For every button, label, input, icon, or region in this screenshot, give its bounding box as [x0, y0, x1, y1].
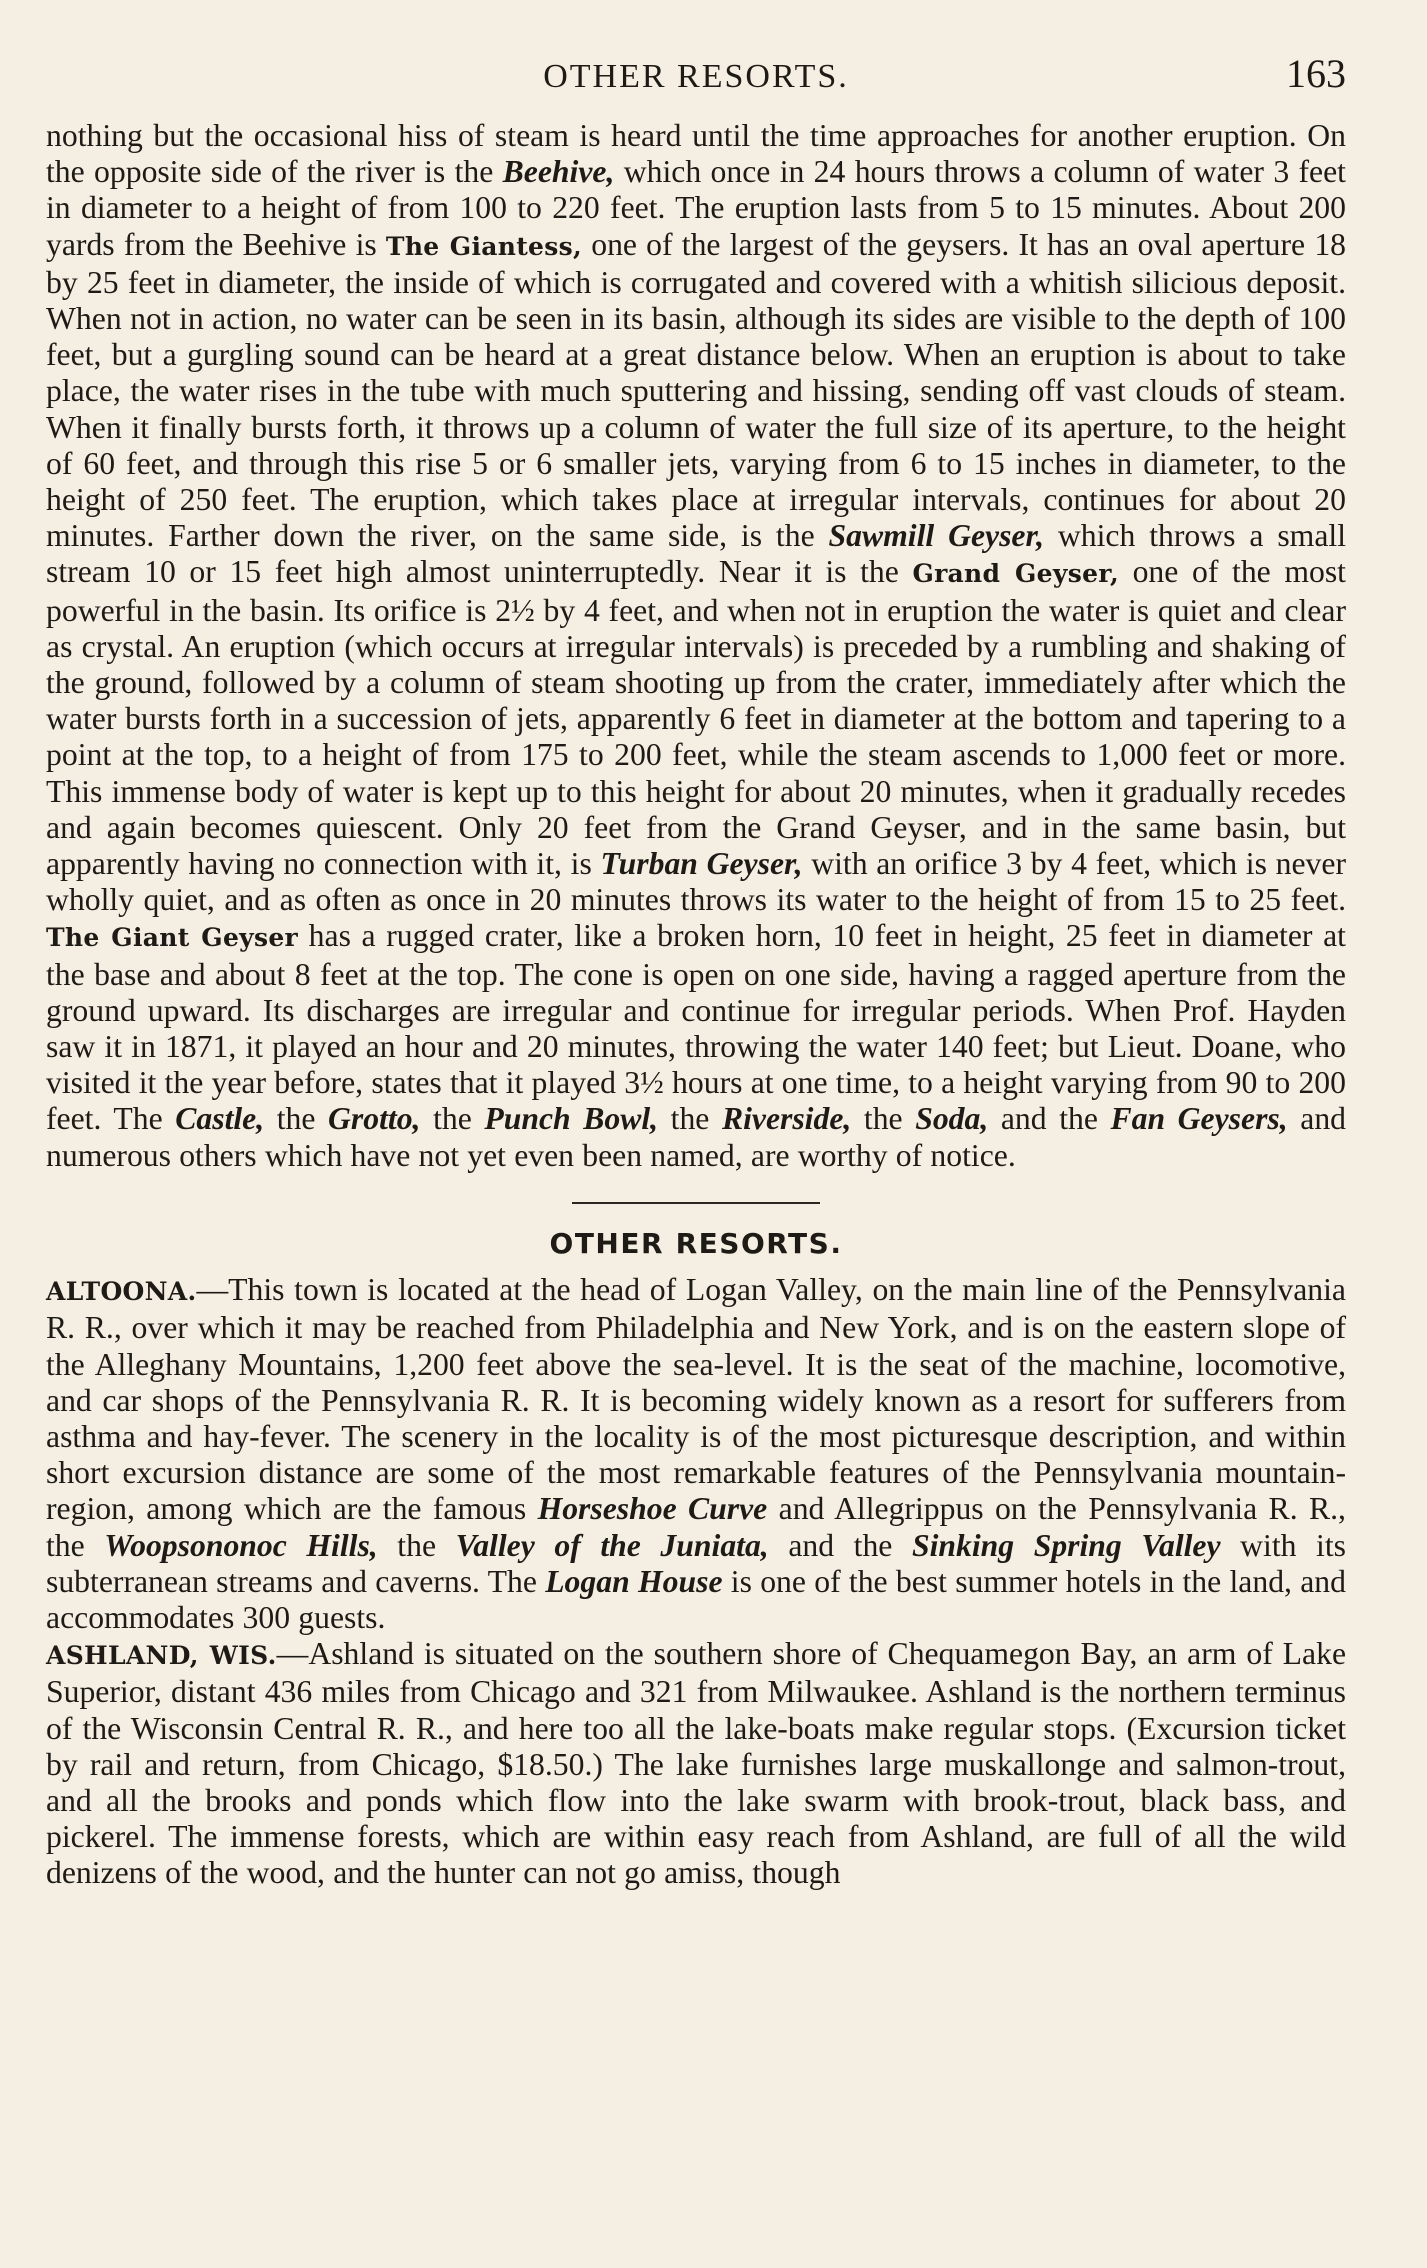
- text-run: which once in 24 hours throws a column of water 3 feet in diameter to a height of from 100 to 220 feet. The eruption lasts from 5 to 15 minutes. About 200 yards from the Beehive is: [46, 154, 1346, 262]
- entry-altoona: [46, 1272, 1346, 1636]
- section-heading: OTHER RESORTS.: [549, 1226, 843, 1260]
- text-run: the: [264, 1101, 329, 1137]
- geyser-paragraph: [46, 118, 1346, 1174]
- geyser-name-riverside: Riverside,: [721, 1101, 852, 1137]
- book-page: [46, 0, 1346, 1892]
- place-name-logan-house: Logan House: [545, 1563, 723, 1599]
- text-run: one of the most powerful in the basin. Its orifice is 2½ by 4 feet, and when not in eruption the water is quiet and clear as crystal. An eruption (which occurs at irregular intervals) is preceded by a rumbling and shaking of the ground, followed by a column of steam shooting up from the crater, immediately after which the water bursts forth in a succession of jets, apparently 6 feet in diameter at the bottom and tapering to a point at the top, to a height of from 175 to 200 feet, while the steam ascends to 1,000 feet or more. This immense body of water is kept up to this height for about 20 minutes, when it gradually recedes and again becomes quiescent. Only 20 feet from the Grand Geyser, and in the same basin, but apparently having no connection with it, is: [46, 554, 1346, 882]
- section-divider: [572, 1202, 820, 1204]
- text-run: and Allegrippus on the Pennsylvania R. R., the: [46, 1491, 1346, 1563]
- geyser-name-castle: Castle,: [175, 1101, 265, 1137]
- geyser-name-sawmill: Sawmill Geyser,: [828, 518, 1044, 554]
- geyser-name-soda: Soda,: [915, 1101, 989, 1137]
- text-run: and the: [768, 1527, 912, 1563]
- text-run: one of the largest of the geysers. It has an oval aperture 18 by 25 feet in diameter, the inside of which is corrugated and covered with a whitish silicious deposit. When not in action, no water can be seen in its basin, although its sides are visible to the depth of 100 feet, but a gurgling sound can be heard at a great distance below. When an eruption is about to take place, the water rises in the tube with much sputtering and hissing, sending off vast clouds of steam. When it finally bursts forth, it throws up a column of water the full size of its aperture, to the height of 60 feet, and through this rise 5 or 6 smaller jets, varying from 6 to 15 inches in diameter, to the height of 250 feet. The eruption, which takes place at irregular intervals, continues for about 20 minutes. Farther down the river, on the same side, is the: [46, 226, 1347, 554]
- text-run: the: [377, 1527, 456, 1563]
- page-header: [46, 0, 1346, 118]
- geyser-name-giantess: The Giantess,: [385, 231, 583, 261]
- place-name-woopsononoc-hills: Woopsononoc Hills,: [104, 1527, 378, 1563]
- text-run: —This town is located at the head of Logan Valley, on the main line of the Pennsylvania R. R., over which it may be reached from Philadelphia and New York, and is on the eastern slope of the Alleghany Mountains, 1,200 feet above the sea-level. It is the seat of the machine, locomotive, and car shops of the Pennsylvania R. R. It is becoming widely known as a resort for sufferers from asthma and hay-fever. The scenery in the locality is of the most picturesque description, and within short excursion distance are some of the most remarkable features of the Pennsylvania mountain-region, among which are the famous: [46, 1272, 1346, 1527]
- geyser-name-turban: Turban Geyser,: [600, 846, 803, 882]
- entry-ashland: [46, 1636, 1346, 1891]
- text-run: which throws a small stream 10 or 15 feet high almost uninterruptedly. Near it is the: [46, 518, 1346, 590]
- running-head: OTHER RESORTS.: [543, 58, 849, 95]
- text-run: the: [851, 1101, 916, 1137]
- text-run: is one of the best summer hotels in the land, and accommodates 300 guests.: [46, 1563, 1346, 1635]
- geyser-name-grotto: Grotto,: [328, 1101, 421, 1137]
- page-number: 163: [1286, 51, 1346, 96]
- text-run: has a rugged crater, like a broken horn, 10 feet in height, 25 feet in diameter at the base and about 8 feet at the top. The cone is open on one side, having a ragged aperture from the ground upward. Its discharges are irregular and continue for irregular periods. When Prof. Hayden saw it in 1871, it played an hour and 20 minutes, throwing the water 140 feet; but Lieut. Doane, who visited it the year before, states that it played 3½ hours at one time, to a height varying from 90 to 200 feet. The: [46, 918, 1346, 1137]
- place-name-horseshoe-curve: Horseshoe Curve: [537, 1491, 768, 1527]
- place-name-juniata-valley: Valley of the Juniata,: [455, 1527, 769, 1563]
- entry-title-altoona: ALTOONA.: [46, 1277, 197, 1307]
- text-run: the: [420, 1101, 485, 1137]
- entry-title-ashland: ASHLAND, WIS.: [46, 1641, 277, 1671]
- text-run: and the: [988, 1101, 1111, 1137]
- text-run: —Ashland is situated on the southern shore of Chequamegon Bay, an arm of Lake Superior, distant 436 miles from Chicago and 321 from Milwaukee. Ashland is the northern terminus of the Wisconsin Central R. R., and here too all the lake-boats make regular stops. (Excursion ticket by rail and return, from Chicago, $18.50.) The lake furnishes large muskallonge and salmon-trout, and all the brooks and ponds which flow into the lake swarm with brook-trout, black bass, and pickerel. The immense forests, which are within easy reach from Ashland, are full of all the wild denizens of the wood, and the hunter can not go amiss, though: [46, 1636, 1347, 1891]
- geyser-name-fan: Fan Geysers,: [1110, 1101, 1288, 1137]
- geyser-name-grand: Grand Geyser,: [912, 559, 1119, 589]
- text-run: nothing but the occasional hiss of steam is heard until the time approaches for another eruption. On the opposite side of the river is the: [46, 118, 1346, 190]
- text-run: with an orifice 3 by 4 feet, which is never wholly quiet, and as often as once in 20 minutes throws its water to the height of from 15 to 25 feet.: [46, 846, 1346, 918]
- place-name-sinking-spring-valley: Sinking Spring Valley: [911, 1527, 1221, 1563]
- text-run: the: [658, 1101, 722, 1137]
- text-run: and numerous others which have not yet even been named, are worthy of notice.: [46, 1101, 1347, 1173]
- geyser-name-beehive: Beehive,: [502, 154, 615, 190]
- geyser-name-giant: The Giant Geyser: [46, 923, 299, 953]
- text-run: with its subterranean streams and caverns. The: [46, 1527, 1346, 1599]
- body-text: [46, 118, 1346, 1892]
- geyser-name-punch-bowl: Punch Bowl,: [484, 1101, 659, 1137]
